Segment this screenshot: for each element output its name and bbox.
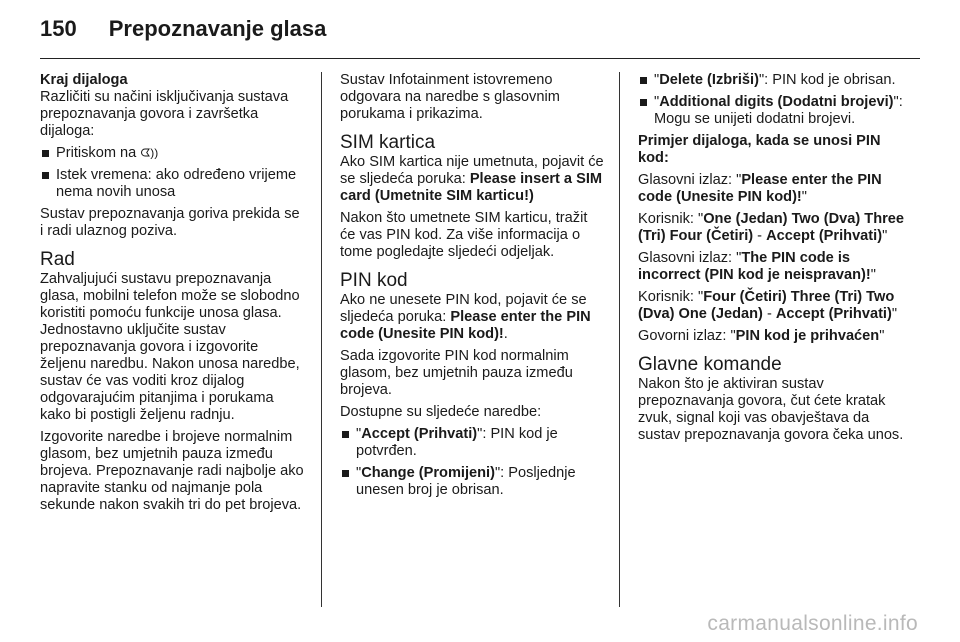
end-methods-list xyxy=(40,145,306,201)
glavne-komande-heading: Glavne komande xyxy=(638,354,782,375)
list-item: "Accept (Prihvati)": PIN kod je potvrđen. xyxy=(340,426,606,460)
pin-kod-heading: PIN kod xyxy=(340,270,408,291)
glavne-komande-text: Nakon što je aktiviran sustav prepoznavanja govora, čut ćete kratak zvuk, signal koji vas obavještava da sustav prepoznavanja govora čeka unos. xyxy=(638,376,904,443)
list-item: "Additional digits (Dodatni brojevi)": Mogu se unijeti dodatni brojevi. xyxy=(638,94,908,128)
page-header xyxy=(40,14,326,44)
pin-kod-text: Ako ne unesete PIN kod, pojavit će se sljedeća poruka: Please enter the PIN code (Unesite PIN kod)!. xyxy=(340,292,591,342)
page-number: 150 xyxy=(40,16,77,41)
commands-list-continued xyxy=(638,72,908,128)
column-3 xyxy=(638,72,908,449)
paragraph: Nakon što umetnete SIM karticu, tražit će vas PIN kod. Za više informacija o tome pogledajte sljedeći odjeljak. xyxy=(340,210,588,260)
dialog-line: Korisnik: "Four (Četiri) Three (Tri) Two (Dva) One (Jedan) - Accept (Prihvati)" xyxy=(638,289,898,322)
kraj-dijaloga-heading: Kraj dijaloga xyxy=(40,72,128,88)
sim-kartica-text: Ako SIM kartica nije umetnuta, pojavit će se sljedeća poruka: Please insert a SIM card (Umetnite SIM karticu!) xyxy=(340,154,604,204)
list-item: Pritiskom na ᗧ)) xyxy=(40,145,306,162)
dialog-line: Glasovni izlaz: "The PIN code is incorrect (PIN kod je neispravan)!" xyxy=(638,250,876,283)
sim-kartica-heading: SIM kartica xyxy=(340,132,436,153)
list-item: "Change (Promijeni)": Posljednje unesen broj je obrisan. xyxy=(340,465,606,499)
header-rule xyxy=(40,58,920,59)
paragraph: Sada izgovorite PIN kod normalnim glasom, bez umjetnih pauza između brojeva. xyxy=(340,348,573,398)
column-1 xyxy=(40,72,306,519)
page-title: Prepoznavanje glasa xyxy=(108,16,327,41)
column-divider-2 xyxy=(619,72,620,607)
example-heading: Primjer dijaloga, kada se unosi PIN kod: xyxy=(638,133,881,166)
list-item: Istek vremena: ako određeno vrijeme nema novih unosa xyxy=(40,167,306,201)
kraj-dijaloga-text: Različiti su načini isključivanja sustava prepoznavanja govora i završetka dijaloga: xyxy=(40,89,289,139)
paragraph: Izgovorite naredbe i brojeve normalnim glasom, bez umjetnih pauza između brojeva. Prepoznavanje radi najbolje ako napravite stanku od najmanje pola sekunde nakon svakih tri do pet brojeva. xyxy=(40,429,304,513)
commands-intro: Dostupne su sljedeće naredbe: xyxy=(340,404,542,420)
rad-heading: Rad xyxy=(40,249,75,270)
list-item: "Delete (Izbriši)": PIN kod je obrisan. xyxy=(638,72,908,89)
voice-control-icon: ᗧ)) xyxy=(140,146,159,160)
paragraph: Sustav prepoznavanja goriva prekida se i radi ulaznog poziva. xyxy=(40,206,300,239)
intro-text: Sustav Infotainment istovremeno odgovara na naredbe s glasovnim porukama i prikazima. xyxy=(340,72,560,122)
column-2 xyxy=(340,72,606,504)
dialog-line: Glasovni izlaz: "Please enter the PIN code (Unesite PIN kod)!" xyxy=(638,172,882,205)
dialog-line: Govorni izlaz: "PIN kod je prihvaćen" xyxy=(638,328,885,344)
dialog-line: Korisnik: "One (Jedan) Two (Dva) Three (Tri) Four (Četiri) - Accept (Prihvati)" xyxy=(638,211,905,244)
commands-list xyxy=(340,426,606,499)
rad-text: Zahvaljujući sustavu prepoznavanja glasa, mobilni telefon može se slobodno koristiti pomoću funkcije unosa glasa. Jednostavno uključite sustav prepoznavanja govora i izgovorite željenu naredbu. Nakon unosa naredbe, sustav će vas voditi kroz dijalog odgovarajućim pitanjima i porukama kako bi postigli željenu radnju. xyxy=(40,271,300,423)
watermark: carmanualsonline.info xyxy=(707,612,918,635)
column-divider-1 xyxy=(321,72,322,607)
